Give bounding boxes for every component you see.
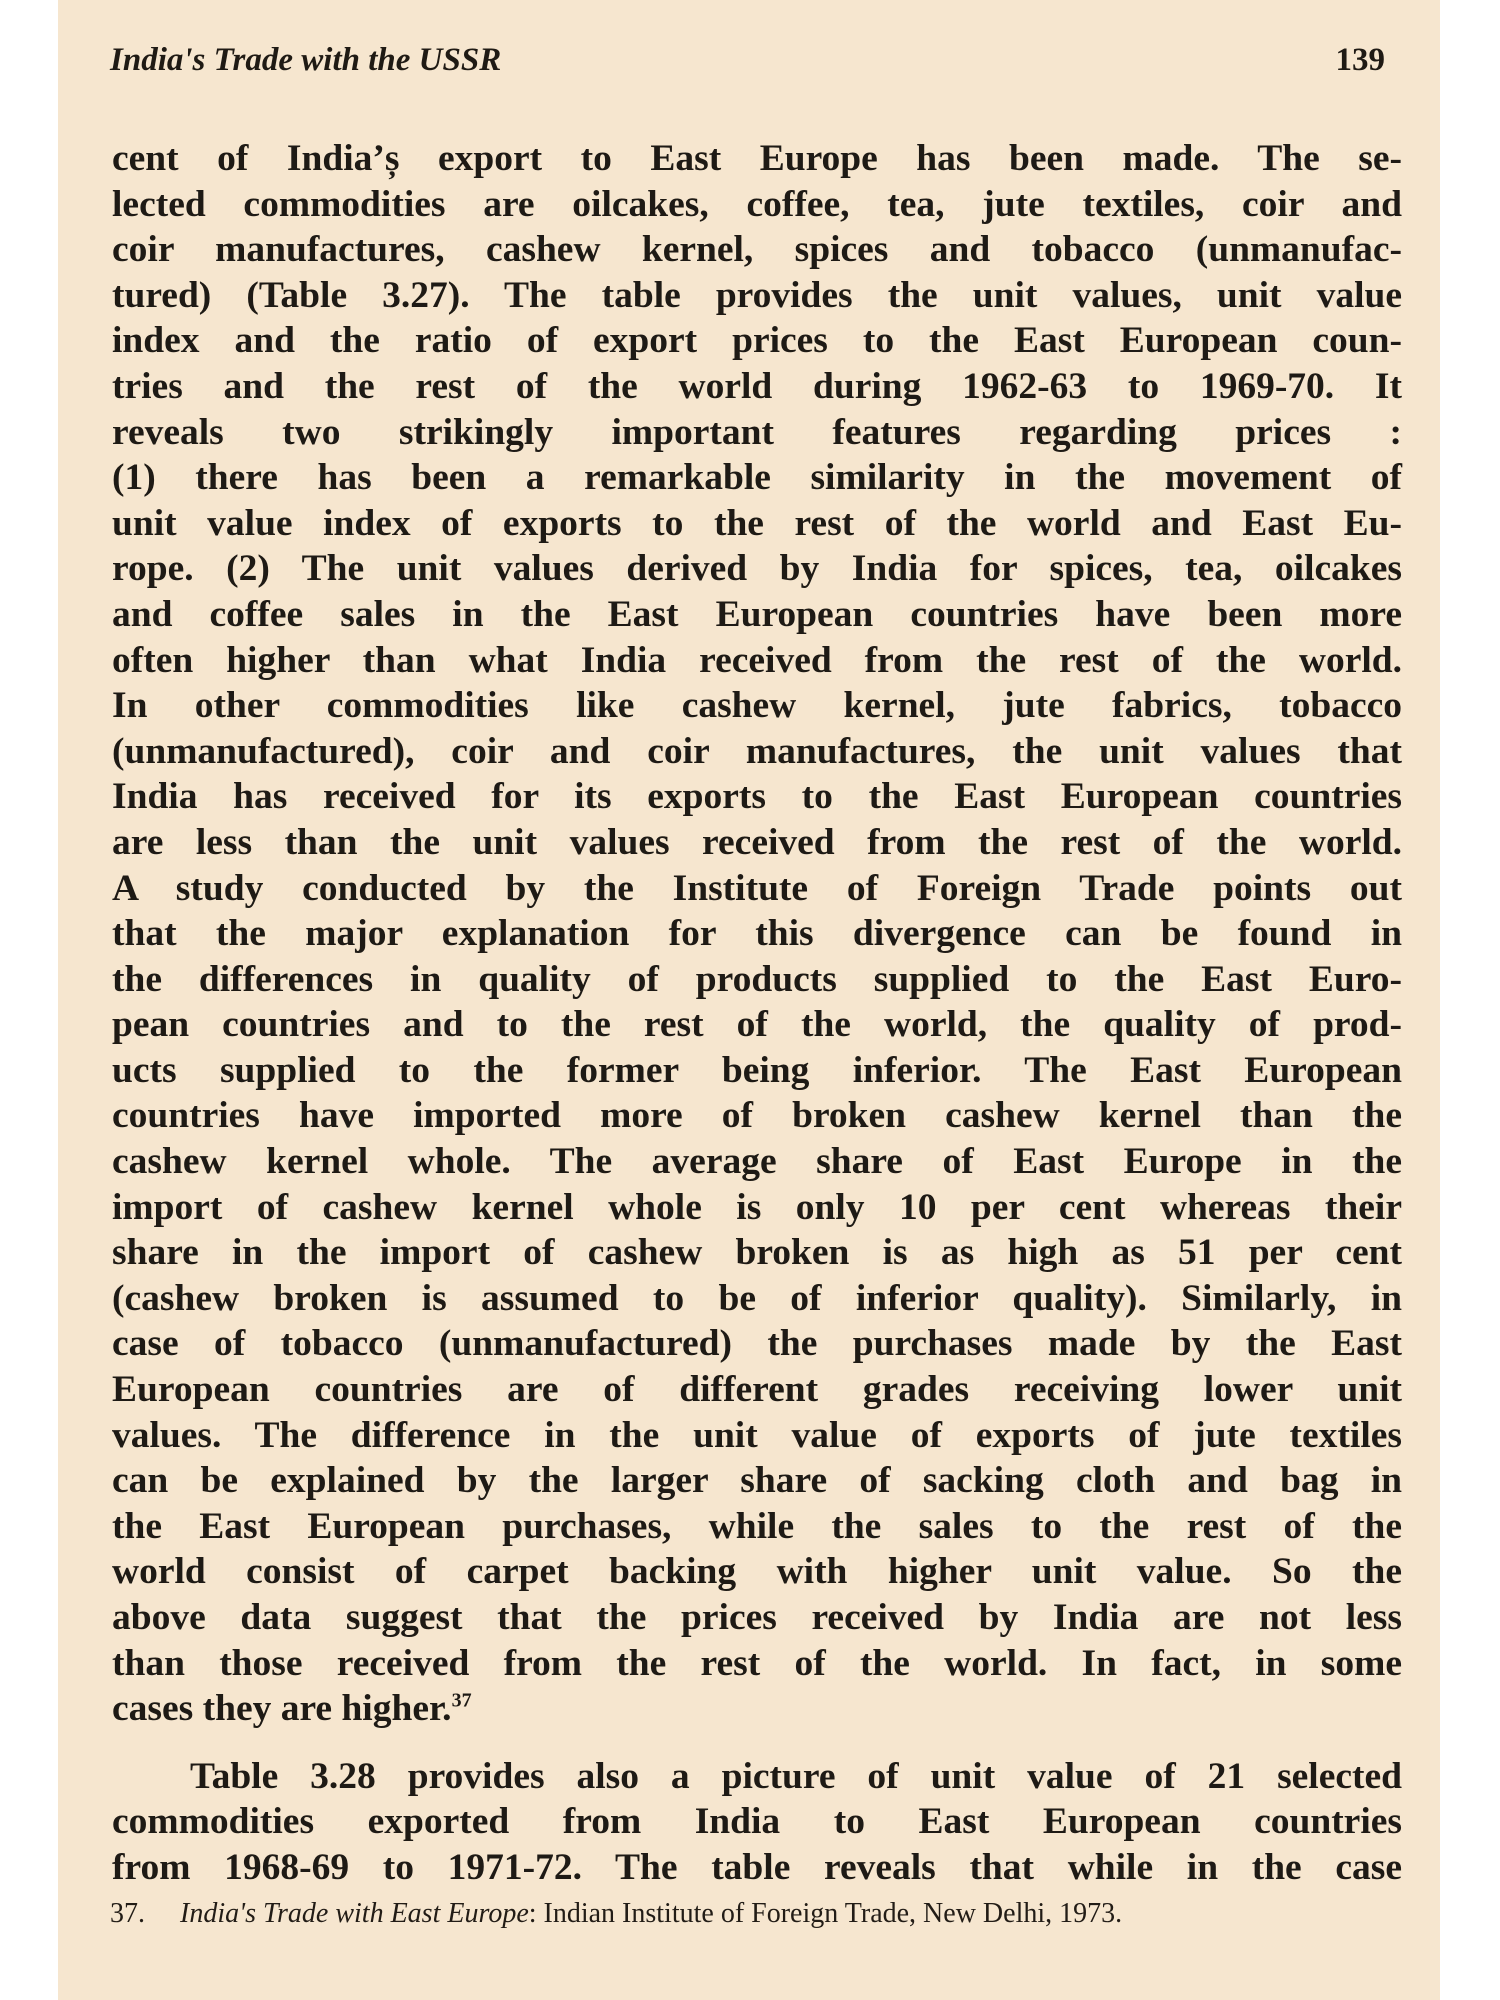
last-line-text: cases they are higher.	[112, 1688, 452, 1730]
page-header	[110, 42, 1385, 92]
text-line: the differences in quality of products supplied to the East Euro-	[112, 958, 1402, 1000]
text-line: above data suggest that the prices received by India are not less	[112, 1597, 1402, 1638]
text-line: coir manufactures, cashew kernel, spices and tobacco (unmanufac-	[112, 229, 1402, 271]
running-head: India's Trade with the USSR	[110, 42, 502, 78]
paragraph-1	[112, 136, 1402, 1732]
footnote	[110, 1898, 1402, 1930]
text-line: (1) there has been a remarkable similarity in the movement of	[112, 457, 1402, 499]
text-line: are less than the unit values received from the rest of the world.	[112, 821, 1402, 863]
text-line: cashew kernel whole. The average share of East Europe in the	[112, 1141, 1402, 1183]
text-line: ucts supplied to the former being inferior. The East European	[112, 1049, 1402, 1091]
text-line: and coffee sales in the East European countries have been more	[112, 593, 1402, 635]
text-line: rope. (2) The unit values derived by India for spices, tea, oilcakes	[112, 548, 1402, 590]
text-line: European countries are of different grades receiving lower unit	[112, 1369, 1402, 1411]
text-line: India has received for its exports to the East European countries	[112, 776, 1402, 818]
text-line: world consist of carpet backing with higher unit value. So the	[112, 1551, 1402, 1593]
text-line: values. The difference in the unit value of exports of jute textiles	[112, 1414, 1402, 1456]
footnote-reference: 37	[451, 1689, 472, 1712]
page-number: 139	[1335, 42, 1385, 78]
text-line: than those received from the rest of the world. In fact, in some	[112, 1642, 1402, 1684]
text-line: tured) (Table 3.27). The table provides the unit values, unit value	[112, 274, 1402, 316]
text-line: can be explained by the larger share of sacking cloth and bag in	[112, 1460, 1402, 1502]
text-line: tries and the rest of the world during 1962-63 to 1969-70. It	[112, 365, 1402, 407]
text-line: case of tobacco (unmanufactured) the purchases made by the East	[112, 1323, 1402, 1365]
text-line: the East European purchases, while the sales to the rest of the	[112, 1505, 1402, 1547]
text-line: (unmanufactured), coir and coir manufactures, the unit values that	[112, 730, 1402, 772]
text-line: unit value index of exports to the rest of the world and East Eu-	[112, 502, 1402, 544]
text-line: A study conducted by the Institute of Foreign Trade points out	[112, 867, 1402, 909]
text-line: cent of India’ș export to East Europe has been made. The se-	[112, 138, 1402, 179]
text-line-last	[112, 1686, 1402, 1732]
footnote-title: India's Trade with East Europe	[180, 1898, 529, 1929]
text-line: share in the import of cashew broken is as high as 51 per cent	[112, 1232, 1402, 1274]
text-line: countries have imported more of broken cashew kernel than the	[112, 1095, 1402, 1137]
footnote-number: 37.	[110, 1898, 145, 1929]
body-text	[112, 136, 1402, 1891]
text-line: In other commodities like cashew kernel, jute fabrics, tobacco	[112, 685, 1402, 727]
footnote-text: : Indian Institute of Foreign Trade, New Delhi, 1973.	[528, 1898, 1123, 1929]
text-line: reveals two strikingly important features regarding prices :	[112, 411, 1402, 453]
text-line: import of cashew kernel whole is only 10 per cent whereas their	[112, 1186, 1402, 1228]
text-line: (cashew broken is assumed to be of inferior quality). Similarly, in	[112, 1277, 1402, 1319]
text-line: lected commodities are oilcakes, coffee, tea, jute textiles, coir and	[112, 183, 1402, 225]
book-page	[58, 0, 1440, 2000]
paragraph-2	[112, 1754, 1402, 1891]
text-line: index and the ratio of export prices to the East European coun-	[112, 320, 1402, 362]
text-line: often higher than what India received from the rest of the world.	[112, 639, 1402, 681]
text-line: pean countries and to the rest of the world, the quality of prod-	[112, 1004, 1402, 1046]
text-line: that the major explanation for this divergence can be found in	[112, 913, 1402, 955]
text-line: commodities exported from India to East European countries	[112, 1801, 1402, 1843]
text-line: Table 3.28 provides also a picture of unit value of 21 selected	[190, 1755, 1402, 1797]
text-line: from 1968-69 to 1971-72. The table reveals that while in the case	[112, 1846, 1402, 1888]
